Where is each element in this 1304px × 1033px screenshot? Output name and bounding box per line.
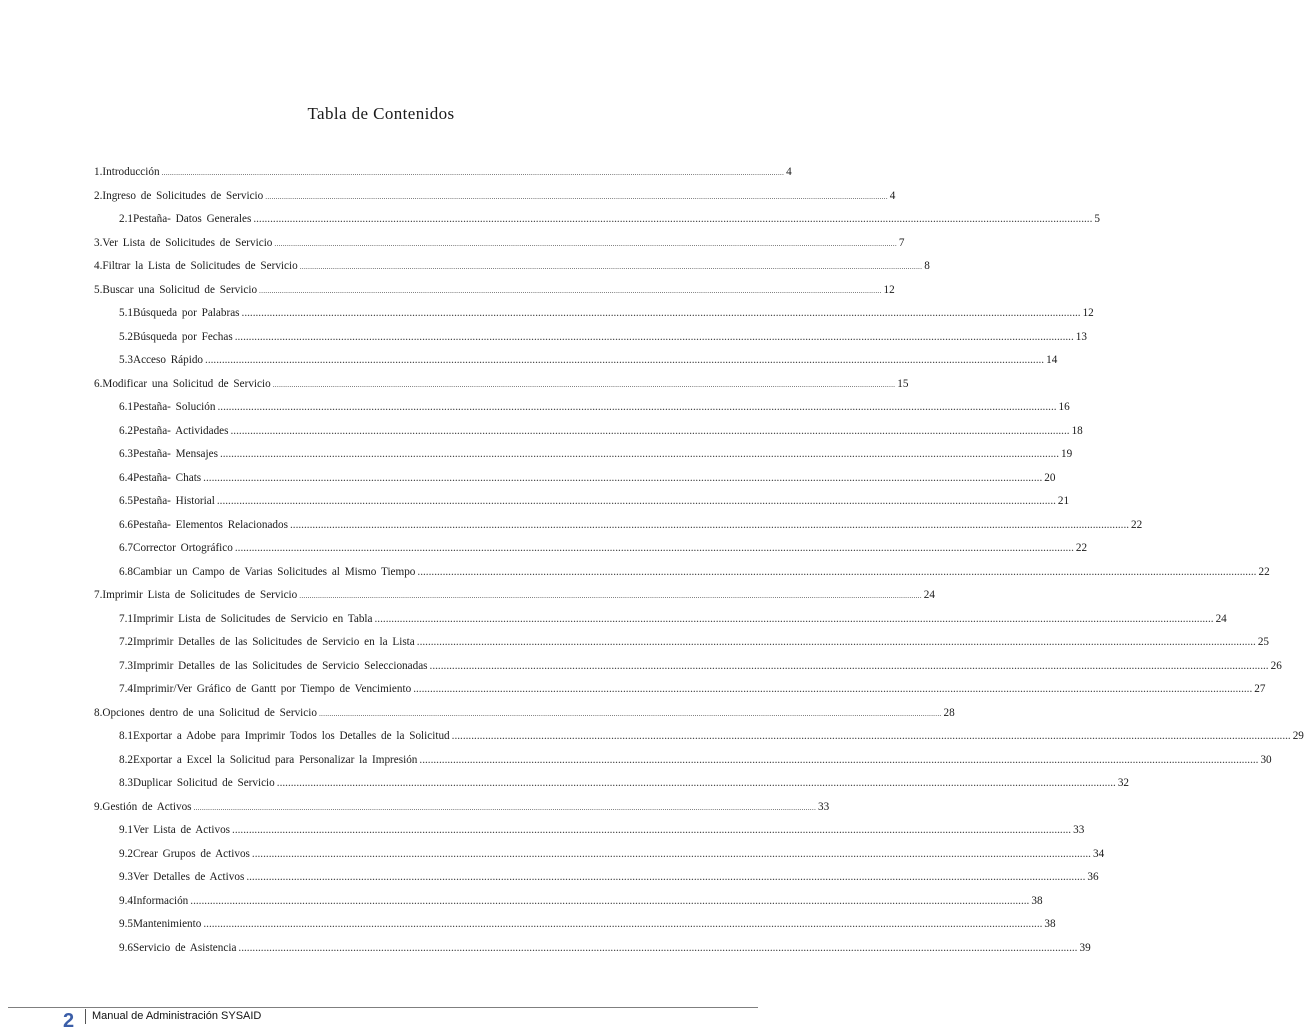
dot-leader: ............................................................................................................................................................................................................................................................................................................ [299,591,922,600]
toc-entry-label: Imprimir Lista de Solicitudes de Servicio en Tabla [132,612,373,625]
footer-divider [8,1007,758,1008]
footer-page-number: 2 [63,1010,75,1032]
toc-entry-label: Crear Grupos de Activos [132,847,250,860]
toc-entry-label: Información [132,894,189,907]
toc-entry-page: 22 [1131,518,1143,531]
toc-entry-number: 5. [94,283,103,296]
dot-leader: ............................................................................................................................................................................................................................................................................................................ [241,307,1081,319]
toc-entry-number: 6.2 [119,424,133,437]
toc-entry-number: 8.1 [119,730,133,742]
toc-entry-label: Imprimir Detalles de las Solicitudes de Servicio en la Lista [132,636,415,648]
toc-entry-label: Gestión de Activos [102,800,192,813]
toc-entry-label: Pestaña- Actividades [132,424,229,437]
toc-entry-label: Pestaña- Chats [132,471,202,484]
toc-entry[interactable] [119,610,1227,628]
toc-entry[interactable] [119,304,1094,322]
dot-leader: ............................................................................................................................................................................................................................................................................................................ [234,542,1074,554]
toc-entry[interactable] [119,751,1272,769]
toc-entry-number: 9.2 [119,847,133,860]
dot-leader: ............................................................................................................................................................................................................................................................................................................ [272,379,896,389]
dot-leader: ............................................................................................................................................................................................................................................................................................................ [203,918,1043,930]
toc-entry[interactable] [119,821,1085,839]
toc-entry-number: 5.1 [119,307,133,319]
toc-entry-label: Búsqueda por Fechas [132,330,233,343]
toc-entry-label: Buscar una Solicitud de Servicio [102,283,258,296]
dot-leader: ............................................................................................................................................................................................................................................................................................................ [205,354,1045,366]
toc-entry-page: 15 [897,377,909,390]
toc-entry-page: 34 [1092,847,1105,860]
toc-entry-label: Ver Detalles de Activos [132,871,245,883]
toc-entry-label: Mantenimiento [132,918,202,930]
dot-leader: ............................................................................................................................................................................................................................................................................................................ [238,941,1078,954]
toc-entry[interactable] [119,422,1083,440]
toc-entry-number: 1. [94,166,103,178]
toc-entry[interactable] [94,257,930,275]
toc-entry-page: 20 [1044,471,1056,484]
toc-entry-label: Imprimir/Ver Gráfico de Gantt por Tiempo de Vencimiento [132,683,412,695]
dot-leader: ............................................................................................................................................................................................................................................................................................................ [374,612,1214,625]
dot-leader: ............................................................................................................................................................................................................................................................................................................ [419,753,1259,766]
toc-entry-number: 9.5 [119,918,133,930]
toc-entry-number: 6.7 [119,542,133,554]
toc-entry-number: 2. [94,189,103,202]
dot-leader: ............................................................................................................................................................................................................................................................................................................ [259,285,882,295]
toc-entry-label: Duplicar Solicitud de Servicio [132,777,275,789]
toc-entry[interactable] [94,234,905,252]
toc-entry-page: 39 [1079,941,1091,954]
toc-entry-number: 3. [94,236,103,249]
toc-entry-page: 24 [923,589,935,601]
toc-entry-page: 27 [1254,683,1266,695]
toc-entry[interactable] [119,915,1056,933]
toc-entry[interactable] [119,328,1087,346]
dot-leader: ............................................................................................................................................................................................................................................................................................................ [216,495,1056,507]
dot-leader: ............................................................................................................................................................................................................................................................................................................ [161,168,785,177]
footer-title: Manual de Administración SYSAID [92,1010,262,1022]
toc-entry-label: Ver Lista de Solicitudes de Servicio [102,236,273,249]
toc-entry-label: Pestaña- Historial [132,495,215,507]
toc-entry-label: Imprimir Detalles de las Solicitudes de Servicio Seleccionadas [132,659,428,672]
toc-entry-label: Servicio de Asistencia [132,941,237,954]
toc-entry-page: 22 [1258,565,1270,578]
toc-entry-number: 6.4 [119,471,133,484]
toc-entry-number: 6.5 [119,495,133,507]
toc-entry-page: 38 [1044,918,1056,930]
toc-entry-page: 19 [1061,448,1073,460]
toc-entry-label: Pestaña- Mensajes [132,448,218,460]
toc-entry-page: 25 [1257,636,1270,648]
toc-entry[interactable] [119,845,1105,863]
toc-entry[interactable] [119,563,1270,581]
dot-leader: ............................................................................................................................................................................................................................................................................................................ [193,802,817,812]
toc-entry-page: 26 [1270,659,1282,672]
toc-entry-page: 30 [1260,753,1272,766]
toc-entry[interactable] [119,492,1070,510]
toc-entry-page: 16 [1058,401,1070,413]
toc-entry-page: 14 [1046,354,1058,366]
toc-entry-number: 7. [94,589,103,601]
dot-leader: ............................................................................................................................................................................................................................................................................................................ [416,636,1256,648]
dot-leader: ............................................................................................................................................................................................................................................................................................................ [253,213,1093,225]
dot-leader: ............................................................................................................................................................................................................................................................................................................ [274,238,897,248]
toc-entry[interactable] [94,704,955,722]
toc-entry-page: 4 [786,166,792,178]
toc-entry[interactable] [94,375,909,393]
toc-entry-page: 33 [1073,824,1085,836]
toc-entry-label: Pestaña- Datos Generales [132,213,252,225]
toc-entry-page: 21 [1057,495,1070,507]
dot-leader: ............................................................................................................................................................................................................................................................................................................ [451,730,1291,742]
toc-entry-number: 7.2 [119,636,133,648]
toc-entry[interactable] [119,892,1043,910]
toc-entry[interactable] [119,633,1270,651]
toc-entry-page: 29 [1292,730,1304,742]
toc-entry-label: Imprimir Lista de Solicitudes de Servicio [102,589,298,601]
toc-entry-number: 6.6 [119,518,133,531]
dot-leader: ............................................................................................................................................................................................................................................................................................................ [217,401,1057,413]
footer-separator [85,1009,86,1024]
toc-entry-number: 4. [94,260,103,272]
toc-entry-label: Exportar a Excel la Solicitud para Personalizar la Impresión [132,753,418,766]
toc-entry-number: 6.1 [119,401,133,413]
dot-leader: ............................................................................................................................................................................................................................................................................................................ [246,871,1086,883]
toc-entry-number: 8.3 [119,777,133,789]
toc-entry[interactable] [94,281,895,299]
toc-entry-label: Búsqueda por Palabras [132,307,240,319]
page-title: Tabla de Contenidos [307,104,455,123]
toc-entry-number: 9.4 [119,894,133,907]
toc-entry[interactable] [119,516,1143,534]
toc-entry-page: 5 [1094,213,1100,225]
toc-entry-label: Modificar una Solicitud de Servicio [102,377,271,390]
toc-entry[interactable] [119,445,1073,463]
toc-entry-page: 12 [1082,307,1094,319]
dot-leader: ............................................................................................................................................................................................................................................................................................................ [318,708,942,718]
dot-leader: ............................................................................................................................................................................................................................................................................................................ [265,191,888,201]
toc-entry-number: 8. [94,706,103,719]
dot-leader: ............................................................................................................................................................................................................................................................................................................ [299,262,923,271]
toc-entry-label: Acceso Rápido [132,354,204,366]
toc-entry-number: 2.1 [119,213,133,225]
toc-entry-number: 9.6 [119,941,133,954]
toc-entry-number: 7.1 [119,612,133,625]
dot-leader: ............................................................................................................................................................................................................................................................................................................ [413,683,1253,695]
dot-leader: ............................................................................................................................................................................................................................................................................................................ [251,847,1091,860]
dot-leader: ............................................................................................................................................................................................................................................................................................................ [190,894,1030,907]
toc-entry[interactable] [119,774,1130,792]
toc-entry-page: 7 [898,236,905,249]
toc-entry[interactable] [119,398,1070,416]
toc-entry-label: Opciones dentro de una Solicitud de Servicio [102,706,317,719]
toc-entry-number: 5.2 [119,330,133,343]
toc-entry-page: 24 [1215,612,1227,625]
toc-entry-page: 12 [883,283,895,296]
toc-entry[interactable] [119,351,1058,369]
toc-entry-label: Filtrar la Lista de Solicitudes de Servicio [102,260,298,272]
dot-leader: ............................................................................................................................................................................................................................................................................................................ [203,471,1043,484]
toc-entry-label: Pestaña- Elementos Relacionados [132,518,288,531]
toc-entry-page: 18 [1071,424,1083,437]
toc-entry-number: 7.4 [119,683,133,695]
toc-entry-label: Pestaña- Solución [132,401,216,413]
toc-entry[interactable] [119,939,1091,957]
toc-entry-page: 33 [818,800,830,813]
toc-entry-number: 9.3 [119,871,133,883]
toc-entry-number: 5.3 [119,354,133,366]
toc-entry-number: 6.3 [119,448,133,460]
toc-entry-number: 8.2 [119,753,133,766]
toc-entry-page: 8 [924,260,930,272]
dot-leader: ............................................................................................................................................................................................................................................................................................................ [219,448,1059,460]
toc-entry[interactable] [119,469,1056,487]
toc-entry[interactable] [119,539,1088,557]
dot-leader: ............................................................................................................................................................................................................................................................................................................ [230,424,1070,437]
toc-entry-page: 38 [1031,894,1043,907]
toc-entry[interactable] [119,210,1100,228]
toc-entry-label: Cambiar un Campo de Varias Solicitudes al Mismo Tiempo [132,565,416,578]
toc-entry-label: Exportar a Adobe para Imprimir Todos los Detalles de la Solicitud [132,730,450,742]
toc-entry-number: 9. [94,800,103,813]
dot-leader: ............................................................................................................................................................................................................................................................................................................ [232,824,1072,836]
dot-leader: ............................................................................................................................................................................................................................................................................................................ [417,565,1257,578]
dot-leader: ............................................................................................................................................................................................................................................................................................................ [234,330,1074,343]
toc-entry-page: 4 [889,189,896,202]
toc-entry-page: 28 [943,706,955,719]
toc-entry-page: 13 [1075,330,1087,343]
toc-entry-number: 6. [94,377,103,390]
dot-leader: ............................................................................................................................................................................................................................................................................................................ [429,659,1269,672]
toc-entry-number: 9.1 [119,824,133,836]
toc-entry[interactable] [119,657,1282,675]
toc-entry-page: 22 [1075,542,1088,554]
toc-entry-number: 6.8 [119,565,133,578]
dot-leader: ............................................................................................................................................................................................................................................................................................................ [276,777,1116,789]
toc-entry[interactable] [119,727,1304,745]
dot-leader: ............................................................................................................................................................................................................................................................................................................ [289,518,1130,531]
toc-entry-page: 32 [1117,777,1130,789]
toc-entry[interactable] [94,586,935,604]
toc-entry[interactable] [94,187,896,205]
toc-entry[interactable] [94,163,792,181]
toc-entry[interactable] [119,680,1266,698]
toc-entry-number: 7.3 [119,659,133,672]
toc-entry-label: Ver Lista de Activos [132,824,231,836]
toc-entry-label: Ingreso de Solicitudes de Servicio [102,189,264,202]
toc-entry[interactable] [94,798,830,816]
toc-entry-label: Corrector Ortográfico [132,542,233,554]
toc-entry[interactable] [119,868,1099,886]
toc-entry-page: 36 [1087,871,1099,883]
toc-entry-label: Introducción [102,166,160,178]
